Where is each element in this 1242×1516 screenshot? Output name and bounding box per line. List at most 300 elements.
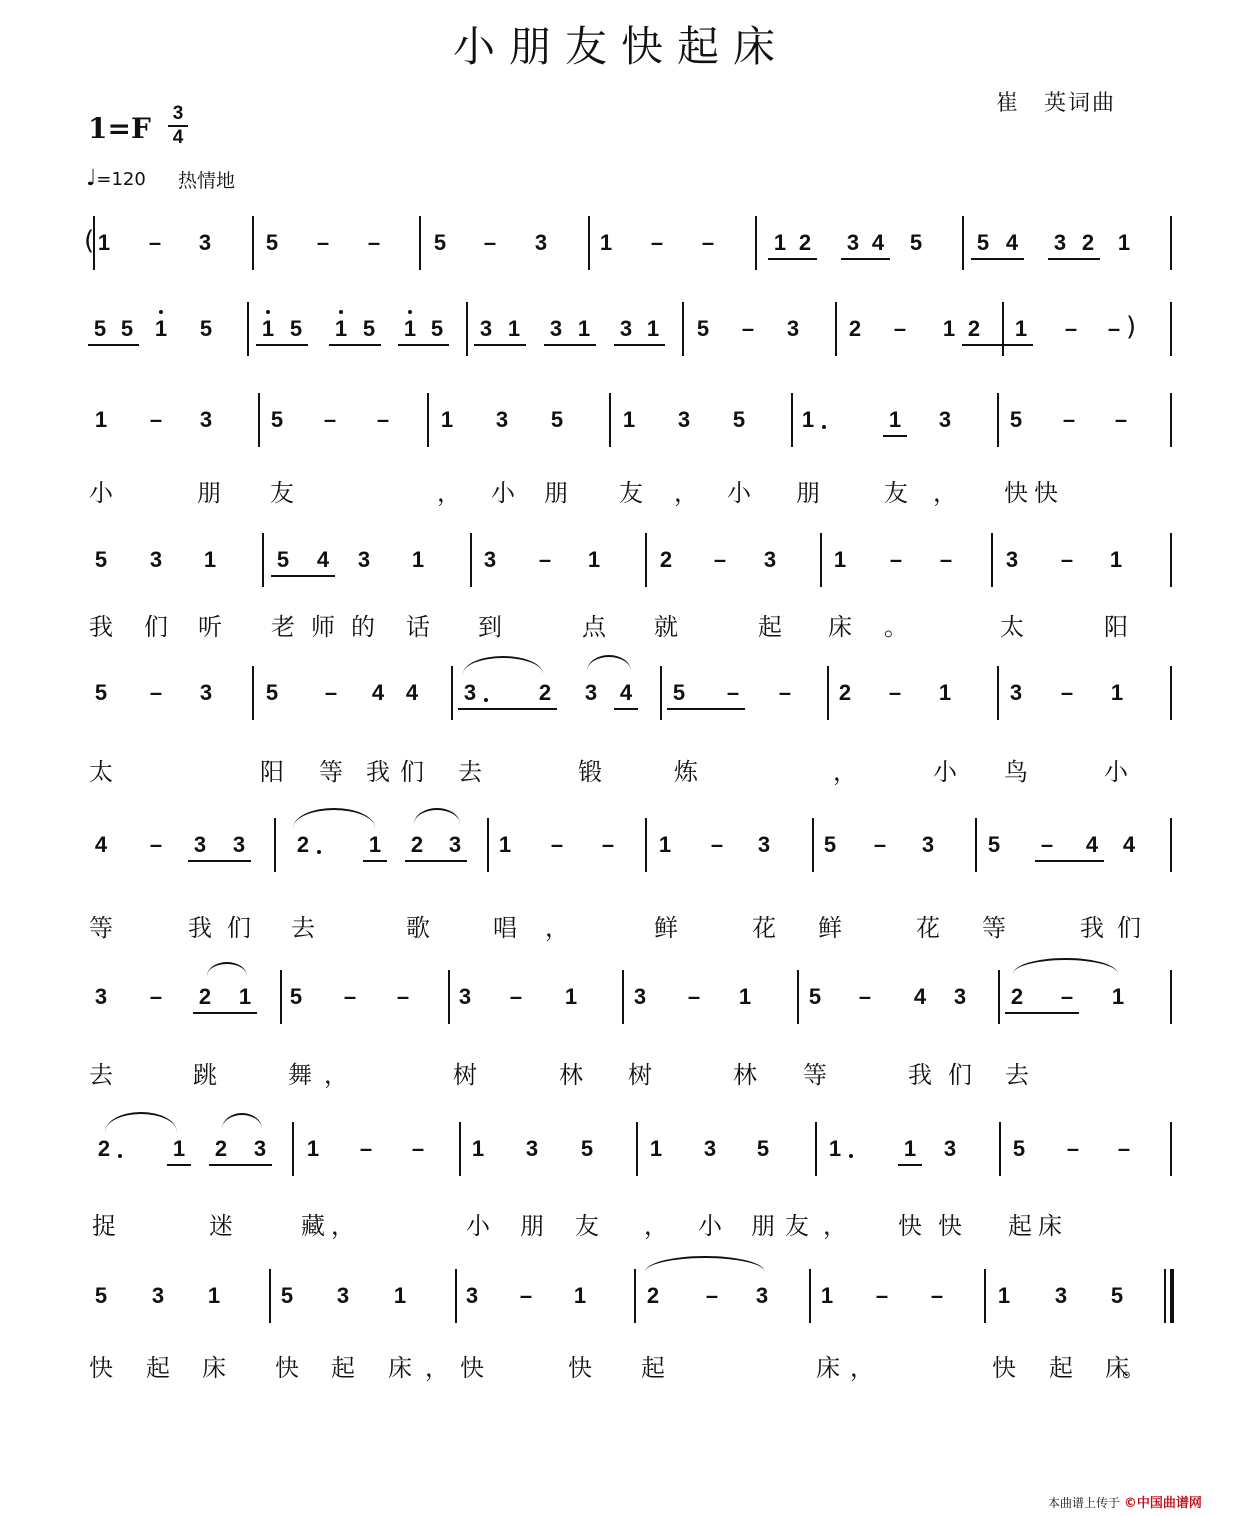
beam-underline	[209, 1164, 272, 1166]
dash-note: –	[601, 832, 615, 857]
note: 2	[798, 230, 812, 255]
dash-note: –	[149, 407, 163, 432]
note: 1	[334, 316, 348, 341]
note: 1	[942, 316, 956, 341]
dash-note: –	[1117, 1136, 1131, 1161]
note: 1	[1110, 680, 1124, 705]
barline	[815, 1122, 817, 1176]
lyric-char: 们	[1117, 914, 1141, 942]
slur-arc	[105, 1112, 177, 1132]
note: 4	[1005, 230, 1019, 255]
note: 2	[538, 680, 552, 705]
barline	[997, 393, 999, 447]
lyric-char: 我	[366, 758, 390, 786]
note: 5	[433, 230, 447, 255]
lyric-char: 话	[406, 613, 430, 641]
note: 2	[214, 1136, 228, 1161]
dash-note: –	[875, 1283, 889, 1308]
lyric-char: 歌	[406, 914, 430, 942]
lyric-char: 林	[559, 1061, 583, 1089]
note: 2	[659, 547, 673, 572]
note: 3	[584, 680, 598, 705]
dash-note: –	[323, 407, 337, 432]
note: 1	[658, 832, 672, 857]
lyric-char: 迷	[209, 1212, 233, 1240]
barline	[1170, 1122, 1172, 1176]
note: 1	[411, 547, 425, 572]
dash-note: –	[930, 1283, 944, 1308]
augmentation-dot	[484, 698, 488, 702]
site-logo-icon: ©	[1123, 1496, 1137, 1511]
dash-note: –	[726, 680, 740, 705]
slur-arc	[587, 655, 631, 671]
lyric-char: 等	[89, 914, 113, 942]
note: 3	[149, 547, 163, 572]
barline	[791, 393, 793, 447]
note: 3	[199, 407, 213, 432]
barline	[634, 1269, 636, 1323]
lyric-char: 快	[89, 1354, 113, 1382]
note: 5	[550, 407, 564, 432]
note: 3	[619, 316, 633, 341]
note: 3	[677, 407, 691, 432]
note: 3	[1005, 547, 1019, 572]
note: 1	[203, 547, 217, 572]
beam-underline	[1048, 258, 1100, 260]
note: 5	[976, 230, 990, 255]
dash-note: –	[149, 680, 163, 705]
barline	[419, 216, 421, 270]
lyric-char: 我	[1080, 914, 1104, 942]
note: 2	[410, 832, 424, 857]
note: 3	[786, 316, 800, 341]
note: 3	[763, 547, 777, 572]
note: 3	[525, 1136, 539, 1161]
dash-note: –	[701, 230, 715, 255]
key-signature: 1=F	[88, 112, 151, 145]
note: 3	[94, 984, 108, 1009]
lyric-char: 快	[1034, 479, 1058, 507]
lyric-char: 太	[1000, 613, 1024, 641]
lyric-char: 炼	[674, 758, 698, 786]
dash-note: –	[343, 984, 357, 1009]
dash-note: –	[858, 984, 872, 1009]
note: 1	[888, 407, 902, 432]
beam-underline	[193, 1012, 257, 1014]
dash-note: –	[411, 1136, 425, 1161]
lyric-char: 友	[884, 479, 908, 507]
note: 5	[276, 547, 290, 572]
lyric-char: 鲜	[654, 914, 678, 942]
dash-note: –	[713, 547, 727, 572]
site-name: 中国曲谱网	[1136, 1496, 1202, 1511]
lyric-char: 小	[933, 758, 957, 786]
time-signature-top: 3	[172, 103, 184, 124]
lyric-char: 鸟	[1004, 758, 1028, 786]
lyric-char: ，	[850, 1354, 874, 1382]
lyric-char: 听	[198, 613, 222, 641]
note: 3	[479, 316, 493, 341]
slur-arc	[1013, 958, 1118, 974]
barline	[645, 533, 647, 587]
note: 3	[755, 1283, 769, 1308]
barline	[1170, 970, 1172, 1024]
note: 4	[619, 680, 633, 705]
note: 3	[703, 1136, 717, 1161]
lyric-char: 友	[270, 479, 294, 507]
beam-underline	[398, 344, 449, 346]
barline	[1170, 216, 1172, 270]
barline	[975, 818, 977, 872]
barline	[1170, 393, 1172, 447]
barline	[292, 1122, 294, 1176]
note: 2	[848, 316, 862, 341]
lyric-char: 起	[331, 1354, 355, 1382]
note: 5	[1012, 1136, 1026, 1161]
note: 3	[757, 832, 771, 857]
slur-arc	[293, 808, 375, 828]
note: 1	[573, 1283, 587, 1308]
barline	[451, 666, 453, 720]
note: 1	[238, 984, 252, 1009]
beam-underline	[883, 435, 907, 437]
note: 5	[94, 1283, 108, 1308]
note: 1	[94, 407, 108, 432]
dash-note: –	[741, 316, 755, 341]
lyric-char: 花	[752, 914, 776, 942]
note: 5	[93, 316, 107, 341]
lyric-char: 小	[491, 479, 515, 507]
dash-note: –	[889, 547, 903, 572]
barline	[835, 302, 837, 356]
barline	[827, 666, 829, 720]
note: 5	[199, 316, 213, 341]
note: 3	[846, 230, 860, 255]
page-title: 小朋友快起床	[452, 22, 789, 71]
lyric-char: ，	[833, 758, 857, 786]
lyric-char: ，	[644, 1212, 668, 1240]
note: 5	[756, 1136, 770, 1161]
note: 2	[296, 832, 310, 857]
lyric-char: 鲜	[818, 914, 842, 942]
note: 1	[1109, 547, 1123, 572]
note: 1	[1111, 984, 1125, 1009]
footer-text: 本曲谱上传于	[1048, 1496, 1121, 1510]
note: 3	[495, 407, 509, 432]
beam-underline	[841, 258, 890, 260]
note: 5	[987, 832, 1001, 857]
beam-underline	[188, 860, 251, 862]
barline	[999, 1122, 1001, 1176]
lyric-char: 快	[460, 1354, 484, 1382]
lyric-char: 朋	[751, 1212, 775, 1240]
note: 1	[393, 1283, 407, 1308]
note: 4	[1122, 832, 1136, 857]
augmentation-dot	[317, 850, 321, 854]
note: 1	[599, 230, 613, 255]
high-octave-dot	[266, 310, 270, 314]
dash-note: –	[324, 680, 338, 705]
lyric-char: 去	[1005, 1061, 1029, 1089]
note: 5	[909, 230, 923, 255]
note: 2	[198, 984, 212, 1009]
note: 1	[97, 230, 111, 255]
note: 5	[1110, 1283, 1124, 1308]
lyric-char: 的	[351, 613, 375, 641]
slur-arc	[222, 1113, 262, 1129]
lyric-char: 朋	[796, 479, 820, 507]
note: 2	[97, 1136, 111, 1161]
note: 1	[564, 984, 578, 1009]
note: 1	[801, 407, 815, 432]
lyric-char: 们	[227, 914, 251, 942]
lyric-char: 我	[908, 1061, 932, 1089]
lyric-char: ，	[425, 1354, 449, 1382]
lyric-char: 床	[202, 1354, 226, 1382]
note: 1	[938, 680, 952, 705]
lyric-char: 快	[568, 1354, 592, 1382]
note: 2	[967, 316, 981, 341]
barline	[991, 533, 993, 587]
beam-underline	[768, 258, 817, 260]
lyric-char: ，	[933, 479, 957, 507]
note: 2	[646, 1283, 660, 1308]
note: 1	[1117, 230, 1131, 255]
dash-note: –	[1060, 547, 1074, 572]
dash-note: –	[367, 230, 381, 255]
dash-note: –	[1062, 407, 1076, 432]
lyric-char: 们	[948, 1061, 972, 1089]
tempo-marking	[86, 166, 146, 191]
note: 1	[646, 316, 660, 341]
lyric-char: 阳	[1104, 613, 1128, 641]
lyric-char: ，	[437, 479, 461, 507]
note: 5	[430, 316, 444, 341]
lyric-char: 小	[89, 479, 113, 507]
beam-underline	[614, 708, 638, 710]
barline	[247, 302, 249, 356]
dash-note: –	[149, 832, 163, 857]
beam-underline	[405, 860, 467, 862]
site-logo	[1124, 1496, 1202, 1511]
dash-note: –	[888, 680, 902, 705]
dash-note: –	[316, 230, 330, 255]
barline	[1170, 1269, 1174, 1323]
note: 4	[1085, 832, 1099, 857]
lyric-char: 起	[146, 1354, 170, 1382]
lyric-char: 床	[828, 613, 852, 641]
note: 5	[672, 680, 686, 705]
note: 1	[577, 316, 591, 341]
dash-note: –	[1060, 984, 1074, 1009]
lyric-char: 床	[816, 1354, 840, 1382]
dash-note: –	[538, 547, 552, 572]
barline	[962, 216, 964, 270]
note: 1	[498, 832, 512, 857]
lyric-char: 老	[271, 613, 295, 641]
note: 3	[253, 1136, 267, 1161]
note: 1	[172, 1136, 186, 1161]
note: 1	[649, 1136, 663, 1161]
dash-note: –	[149, 984, 163, 1009]
barline	[487, 818, 489, 872]
barline	[258, 393, 260, 447]
note: 1	[368, 832, 382, 857]
lyric-char: 我	[89, 613, 113, 641]
lyric-char: 起	[758, 613, 782, 641]
barline	[636, 1122, 638, 1176]
note: 5	[94, 547, 108, 572]
lyric-char: 树	[628, 1061, 652, 1089]
barline	[997, 666, 999, 720]
dash-note: –	[1066, 1136, 1080, 1161]
time-signature-bottom: 4	[172, 127, 184, 148]
lyric-char: 朋	[197, 479, 221, 507]
barline	[252, 666, 254, 720]
barline	[682, 302, 684, 356]
dash-note: –	[873, 832, 887, 857]
beam-underline	[544, 344, 596, 346]
note: 4	[94, 832, 108, 857]
lyric-char: 阳	[260, 758, 284, 786]
barline	[645, 818, 647, 872]
note: 1	[622, 407, 636, 432]
lyric-char: 小	[1104, 758, 1128, 786]
note: 5	[1009, 407, 1023, 432]
lyric-char: 快	[1004, 479, 1028, 507]
barline	[459, 1122, 461, 1176]
barline	[660, 666, 662, 720]
note: 3	[921, 832, 935, 857]
note: 3	[633, 984, 647, 1009]
dash-note: –	[1040, 832, 1054, 857]
lyric-char: 床	[1105, 1354, 1129, 1382]
barline	[262, 533, 264, 587]
expression-marking: 热情地	[178, 170, 236, 192]
barline	[820, 533, 822, 587]
note: 5	[823, 832, 837, 857]
lyric-char: 快	[938, 1212, 962, 1240]
note: 3	[463, 680, 477, 705]
note: 1	[440, 407, 454, 432]
dash-note: –	[509, 984, 523, 1009]
note: 2	[838, 680, 852, 705]
barline	[427, 393, 429, 447]
lyric-char: 锻	[578, 758, 602, 786]
lyric-char: 床	[388, 1354, 412, 1382]
lyric-char: 们	[400, 758, 424, 786]
barline	[609, 393, 611, 447]
lyric-char: 就	[654, 613, 678, 641]
lyric-char: 跳	[193, 1061, 217, 1089]
dash-note: –	[778, 680, 792, 705]
lyric-char: 友	[575, 1212, 599, 1240]
barline	[622, 970, 624, 1024]
dash-note: –	[359, 1136, 373, 1161]
note: 3	[938, 407, 952, 432]
high-octave-dot	[159, 310, 163, 314]
lyric-char: ，	[674, 479, 698, 507]
dash-note: –	[148, 230, 162, 255]
barline	[984, 1269, 986, 1323]
note: 1	[471, 1136, 485, 1161]
note: 5	[580, 1136, 594, 1161]
note: 3	[336, 1283, 350, 1308]
note: 3	[458, 984, 472, 1009]
note: 3	[483, 547, 497, 572]
lyric-char: 唱	[493, 914, 517, 942]
dash-note: –	[483, 230, 497, 255]
barline	[274, 818, 276, 872]
dash-note: –	[710, 832, 724, 857]
note: 1	[207, 1283, 221, 1308]
barline	[1002, 302, 1004, 356]
slur-arc	[207, 962, 247, 976]
note: 4	[316, 547, 330, 572]
slur-arc	[463, 656, 543, 674]
lyric-char: 起	[641, 1354, 665, 1382]
lyric-char: 去	[89, 1061, 113, 1089]
lyric-char: 床	[1038, 1212, 1062, 1240]
note: 1	[261, 316, 275, 341]
note: 3	[1009, 680, 1023, 705]
note: 1	[154, 316, 168, 341]
lyric-char: 去	[291, 914, 315, 942]
lyric-char: 小	[466, 1212, 490, 1240]
note: 1	[1014, 316, 1028, 341]
lyric-char: 朋	[520, 1212, 544, 1240]
note: 1	[738, 984, 752, 1009]
note: 4	[405, 680, 419, 705]
barline	[466, 302, 468, 356]
tempo-value: =120	[96, 169, 146, 190]
augmentation-dot	[118, 1154, 122, 1158]
lyric-char: 师	[311, 613, 335, 641]
lyric-char: 等	[803, 1061, 827, 1089]
dash-note: –	[650, 230, 664, 255]
lyric-char: 舞	[288, 1061, 312, 1089]
note: 3	[953, 984, 967, 1009]
beam-underline	[88, 344, 139, 346]
dash-note: –	[1107, 316, 1121, 341]
lyric-char: 快	[275, 1354, 299, 1382]
beam-underline	[1035, 860, 1104, 862]
note: 3	[549, 316, 563, 341]
note: 3	[357, 547, 371, 572]
note: 5	[696, 316, 710, 341]
composer-credit: 崔 英词曲	[996, 91, 1117, 116]
barline	[809, 1269, 811, 1323]
lyric-char: 树	[453, 1061, 477, 1089]
beam-underline	[667, 708, 745, 710]
note: 5	[732, 407, 746, 432]
lyric-char: ，	[331, 1212, 355, 1240]
note: 4	[913, 984, 927, 1009]
lyric-char: 快	[992, 1354, 1016, 1382]
note: 1	[587, 547, 601, 572]
barline	[280, 970, 282, 1024]
barline	[455, 1269, 457, 1323]
note: 5	[808, 984, 822, 1009]
barline	[797, 970, 799, 1024]
intro-open-paren: (	[84, 226, 95, 256]
lyric-char: 等	[982, 914, 1006, 942]
note: 3	[232, 832, 246, 857]
lyric-char: 点	[582, 613, 606, 641]
lyric-char: 起	[1008, 1212, 1032, 1240]
beam-underline	[962, 344, 1033, 346]
time-signature	[168, 104, 188, 148]
